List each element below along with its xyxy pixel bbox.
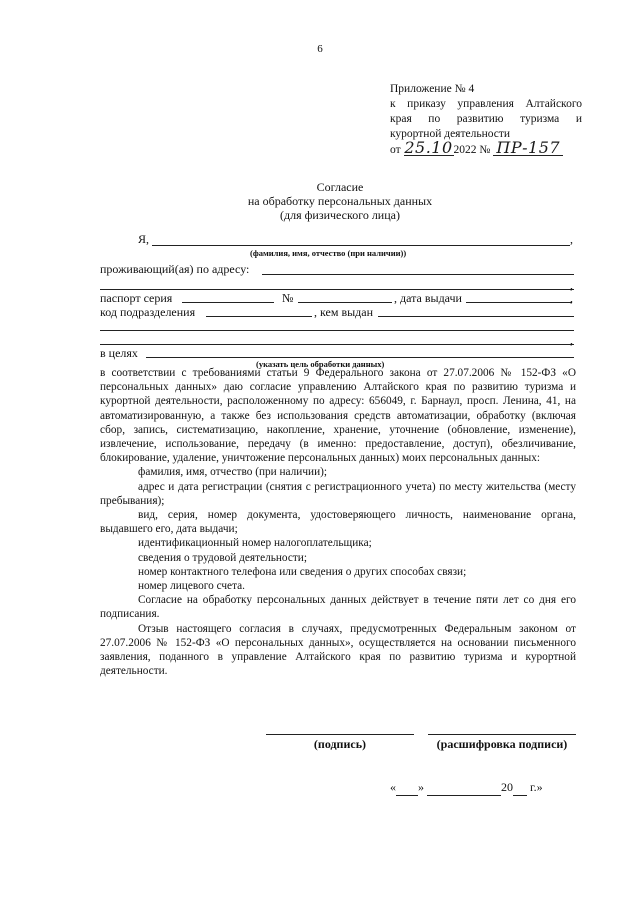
passport-series-label: паспорт серия — [100, 291, 173, 305]
comma: , — [570, 278, 573, 292]
address-field-1[interactable] — [262, 274, 574, 275]
consent-body — [100, 366, 576, 678]
appendix-line-3: края по развитию туризма и — [390, 113, 582, 125]
purpose-hint: (указать цель обработки данных) — [256, 359, 385, 369]
signature-label: (подпись) — [313, 737, 367, 751]
data-item: идентификационный номер налогоплательщика; — [138, 537, 372, 550]
month-field[interactable] — [427, 780, 501, 796]
purpose-field[interactable] — [146, 357, 574, 358]
signature-date — [390, 780, 543, 796]
issue-date-label: , дата выдачи — [394, 291, 462, 305]
date-year-suffix: г.» — [530, 780, 543, 794]
issued-by-field-2[interactable] — [100, 330, 574, 331]
data-item: номер лицевого счета. — [138, 580, 245, 593]
comma: , — [570, 333, 573, 347]
data-item: номер контактного телефона или сведения о других способах связи; — [138, 565, 467, 578]
date-open-quote: « — [390, 780, 396, 794]
handwritten-date: 25.10 — [404, 138, 453, 157]
data-item: адрес и дата регистрации (снятия с регистрационного учета) по месту жительства (месту пребывания); — [100, 480, 576, 507]
day-field[interactable] — [396, 780, 418, 796]
year-field[interactable] — [513, 780, 527, 796]
validity-paragraph: Согласие на обработку персональных данных действует в течение пяти лет со дня его подписания. — [100, 594, 576, 621]
comma: , — [570, 232, 573, 246]
signature-decode-label: (расшифровка подписи) — [436, 737, 568, 751]
issued-by-field-1[interactable] — [378, 316, 574, 317]
department-code-label: код подразделения — [100, 305, 196, 319]
date-year: 2022 № — [453, 144, 491, 156]
appendix-block — [390, 82, 582, 158]
purpose-label: в целях — [100, 346, 138, 360]
fio-hint: (фамилия, имя, отчество (при наличии)) — [250, 248, 407, 258]
revocation-paragraph: Отзыв настоящего согласия в случаях, предусмотренных Федеральным законом от 27.07.2006 № 152-ФЗ «О персональных данных», осуществляется на основании письменного заявления, поданного в управление Алтайского края по развитию туризма и курортной деятельности. — [100, 622, 576, 678]
title-line-2: на обработку персональных данных — [247, 194, 433, 208]
data-item: фамилия, имя, отчество (при наличии); — [138, 466, 328, 479]
title-line-3: (для физического лица) — [280, 208, 400, 222]
document-title — [0, 180, 640, 222]
appendix-line-4: курортной деятельности — [390, 128, 511, 140]
passport-series-field[interactable] — [182, 302, 274, 303]
appendix-line-2: к приказу управления Алтайского — [390, 98, 582, 110]
i-label: Я, — [138, 232, 150, 246]
title-line-1: Согласие — [316, 180, 364, 194]
fio-field[interactable] — [152, 245, 570, 246]
signature-decode-line[interactable] — [428, 734, 576, 735]
passport-number-field[interactable] — [298, 302, 392, 303]
appendix-order-date — [390, 140, 582, 158]
issued-by-field-3[interactable] — [100, 344, 574, 345]
date-year-prefix: 20 — [501, 780, 513, 794]
issued-by-label: , кем выдан — [314, 305, 374, 319]
address-label: проживающий(ая) по адресу: — [100, 262, 250, 276]
appendix-title: Приложение № 4 — [390, 83, 475, 95]
address-field-2[interactable] — [100, 289, 574, 290]
department-code-field[interactable] — [206, 316, 312, 317]
date-prefix: от — [390, 144, 401, 156]
signature-line[interactable] — [266, 734, 414, 735]
comma: , — [570, 291, 573, 305]
issue-date-field[interactable] — [466, 302, 572, 303]
consent-paragraph: в соответствии с требованиями статьи 9 Федерального закона от 27.07.2006 № 152-ФЗ «О персональных данных» даю согласие управлению Алтайского края по развитию туризма и курортной деятельности, расположенному по адресу: 656049, г. Барнаул, просп. Ленина, 41, на автоматизированную, а также без использования средств автоматизации, обработку (включая сбор, запись, систематизацию, накопление, хранение, уточнение (обновление, изменение), извлечение, использование, передачу (в именно: предоставление, доступ), обезличивание, блокирование, удаление, уничтожение персональных данных) моих персональных данных: — [100, 367, 576, 465]
page-number: 6 — [317, 43, 323, 55]
date-close-quote: » — [418, 780, 424, 794]
data-item: вид, серия, номер документа, удостоверяющего личность, наименование органа, выдавшего его, дата выдачи; — [100, 509, 576, 536]
passport-number-label: № — [282, 291, 294, 305]
handwritten-order-number: ПР-157 — [493, 140, 563, 156]
data-item: сведения о трудовой деятельности; — [138, 551, 307, 564]
